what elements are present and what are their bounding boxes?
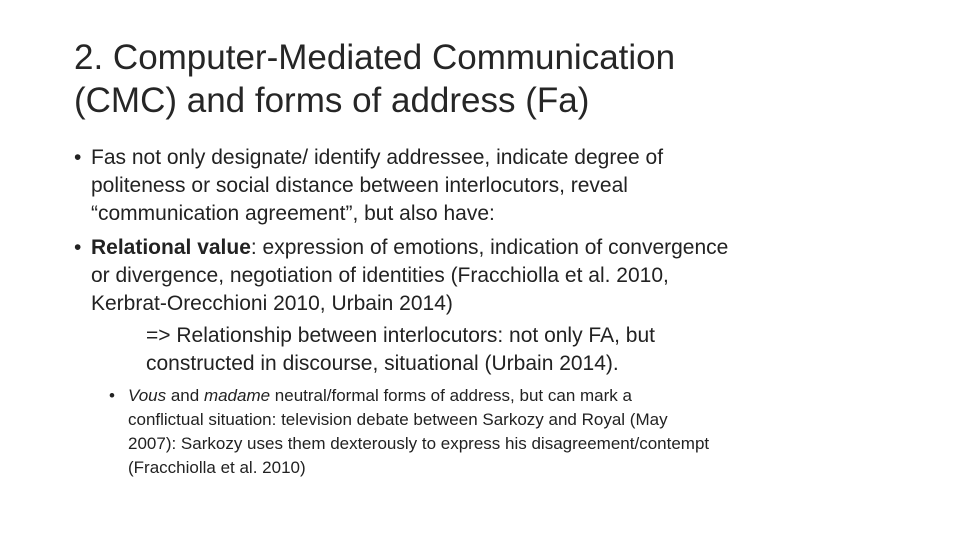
term-madame: madame	[203, 386, 271, 405]
slide-body	[74, 144, 904, 480]
sub-bullet-line: 2007): Sarkozy uses them dexterously to express his disagreement/contempt	[128, 434, 710, 453]
relationship-note	[146, 322, 904, 378]
sub-bullet-marker: •	[109, 386, 115, 405]
sub-bullet-text: neutral/formal forms of address, but can mark a	[270, 386, 632, 405]
bullet-line-rest: : expression of emotions, indication of convergence	[250, 236, 729, 259]
connector-text: and	[166, 386, 204, 405]
bullet-line	[91, 234, 904, 262]
bullet-relational-value	[74, 234, 904, 318]
sub-bullet-line: conflictual situation: television debate between Sarkozy and Royal (May	[128, 410, 668, 429]
relationship-note-line: constructed in discourse, situational (Urbain 2014).	[146, 352, 619, 375]
bullet-line: Fas not only designate/ identify addressee, indicate degree of	[91, 146, 664, 169]
slide-title-line-2: (CMC) and forms of address (Fa)	[74, 81, 590, 120]
sub-bullet-line: (Fracchiolla et al. 2010)	[128, 458, 306, 477]
sub-bullet-line	[128, 384, 904, 408]
bullet-line: politeness or social distance between interlocutors, reveal	[91, 174, 628, 197]
slide-title-line-1: 2. Computer-Mediated Communication	[74, 38, 676, 77]
bullet-line: Kerbrat-Orecchioni 2010, Urbain 2014)	[91, 292, 453, 315]
relational-value-term: Relational value	[91, 236, 251, 259]
slide-title	[74, 36, 894, 122]
bullet-forms-of-address	[74, 144, 904, 228]
bullet-line: or divergence, negotiation of identities (Fracchiolla et al. 2010,	[91, 264, 669, 287]
bullet-marker: •	[74, 146, 82, 169]
term-vous: Vous	[128, 386, 167, 405]
relationship-note-line: => Relationship between interlocutors: not only FA, but	[146, 324, 655, 347]
bullet-line: “communication agreement”, but also have:	[91, 202, 495, 225]
sub-bullet-vous-madame	[109, 384, 904, 480]
bullet-marker: •	[74, 236, 82, 259]
